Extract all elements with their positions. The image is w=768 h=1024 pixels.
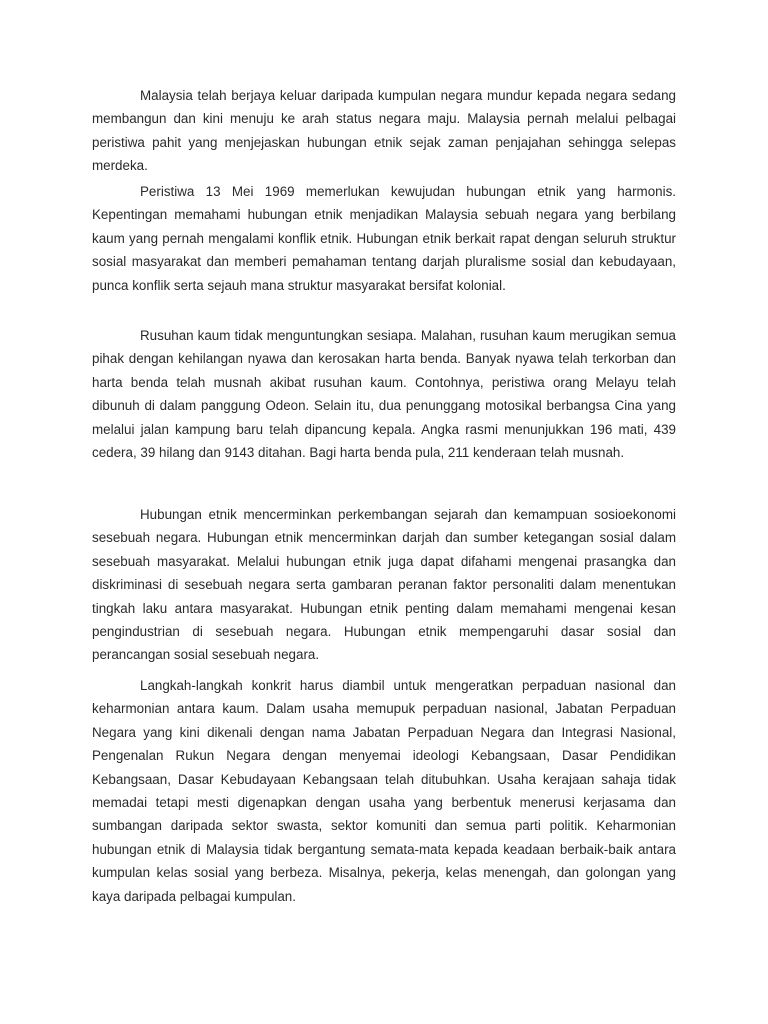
paragraph-1: Malaysia telah berjaya keluar daripada kumpulan negara mundur kepada negara sedang membangun dan kini menuju ke arah status negara maju. Malaysia pernah melalui pelbagai peristiwa pahit yang menjejaskan hubungan etnik sejak zaman penjajahan sehingga selepas merdeka. xyxy=(92,88,676,174)
paragraph-3: Rusuhan kaum tidak menguntungkan sesiapa. Malahan, rusuhan kaum merugikan semua pihak dengan kehilangan nyawa dan kerosakan harta benda. Banyak nyawa telah terkorban dan harta benda telah musnah akibat rusuhan kaum. Contohnya, peristiwa orang Melayu telah dibunuh di dalam panggung Odeon. Selain itu, dua penunggang motosikal berbangsa Cina yang melalui jalan kampung baru telah dipancung kepala. Angka rasmi menunjukkan 196 mati, 439 cedera, 39 hilang dan 9143 ditahan. Bagi harta benda pula, 211 kenderaan telah musnah. xyxy=(92,328,676,461)
paragraph-2: Peristiwa 13 Mei 1969 memerlukan kewujudan hubungan etnik yang harmonis. Kepentingan memahami hubungan etnik menjadikan Malaysia sebuah negara yang berbilang kaum yang pernah mengalami konflik etnik. Hubungan etnik berkait rapat dengan seluruh struktur sosial masyarakat dan memberi pemahaman tentang darjah pluralisme sosial dan kebudayaan, punca konflik serta sejauh mana struktur masyarakat bersifat kolonial. xyxy=(92,184,676,293)
paragraph-4: Hubungan etnik mencerminkan perkembangan sejarah dan kemampuan sosioekonomi sesebuah negara. Hubungan etnik mencerminkan darjah dan sumber ketegangan sosial dalam sesebuah masyarakat. Melalui hubungan etnik juga dapat difahami mengenai prasangka dan diskriminasi di sesebuah negara serta gambaran peranan faktor personaliti dalam menentukan tingkah laku antara masyarakat. Hubungan etnik penting dalam memahami mengenai kesan pengindustrian di sesebuah negara. Hubungan etnik mempengaruhi dasar sosial dan perancangan sosial sesebuah negara. xyxy=(92,507,676,663)
paragraph-5: Langkah-langkah konkrit harus diambil untuk mengeratkan perpaduan nasional dan keharmonian antara kaum. Dalam usaha memupuk perpaduan nasional, Jabatan Perpaduan Negara yang kini dikenali dengan nama Jabatan Perpaduan Negara dan Integrasi Nasional, Pengenalan Rukun Negara dengan menyemai ideologi Kebangsaan, Dasar Pendidikan Kebangsaan, Dasar Kebudayaan Kebangsaan telah ditubuhkan. Usaha kerajaan sahaja tidak memadai tetapi mesti digenapkan dengan usaha yang berbentuk menerusi kerjasama dan sumbangan daripada sektor swasta, sektor komuniti dan semua parti politik. Keharmonian hubungan etnik di Malaysia tidak bergantung semata-mata kepada keadaan berbaik-baik antara kumpulan kelas sosial yang berbeza. Misalnya, pekerja, kelas menengah, dan golongan yang kaya daripada pelbagai kumpulan. xyxy=(92,678,676,904)
